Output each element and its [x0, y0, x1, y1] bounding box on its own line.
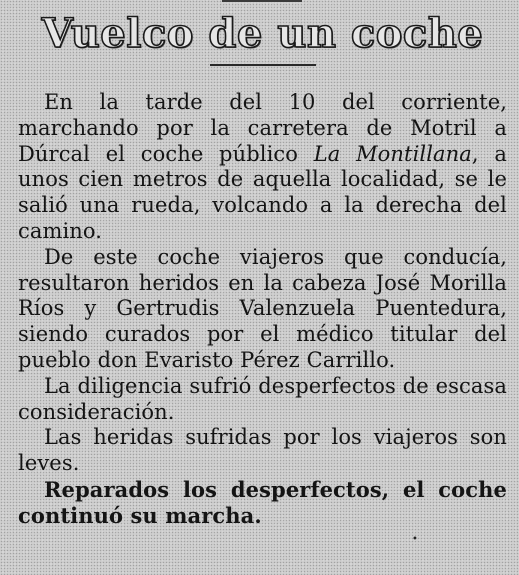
paragraph-2: De este coche viajeros que conducía, resultaron heridos en la cabeza José Morilla Ríos y Gertrudis Valenzuela Puentedura, siendo curados por el médico titular del pueblo don Evaristo Pérez Carrillo. — [18, 244, 507, 372]
paragraph-3: La diligencia sufrió desperfectos de escasa consideración. — [18, 373, 507, 424]
headline: Vuelco de un coche — [41, 10, 484, 57]
paragraph-1-text-end: , a unos cien metros de aquella localidad, se le salió una rueda, volcando a la derecha del camino. — [18, 141, 508, 243]
paragraph-1-text-start: En la tarde del 10 del corriente, marchando por la carretera de Motril a Dúrcal el coche público — [18, 90, 507, 166]
article-body — [18, 90, 507, 529]
top-rule — [222, 0, 302, 2]
coach-name: La Montillana — [313, 141, 472, 166]
paragraph-1 — [18, 90, 507, 245]
end-mark: • — [412, 534, 418, 545]
paragraph-5: Reparados los desperfectos, el coche continuó su marcha. — [18, 476, 507, 528]
paragraph-4: Las heridas sufridas por los viajeros son leves. — [18, 425, 507, 476]
headline-divider — [210, 64, 316, 66]
